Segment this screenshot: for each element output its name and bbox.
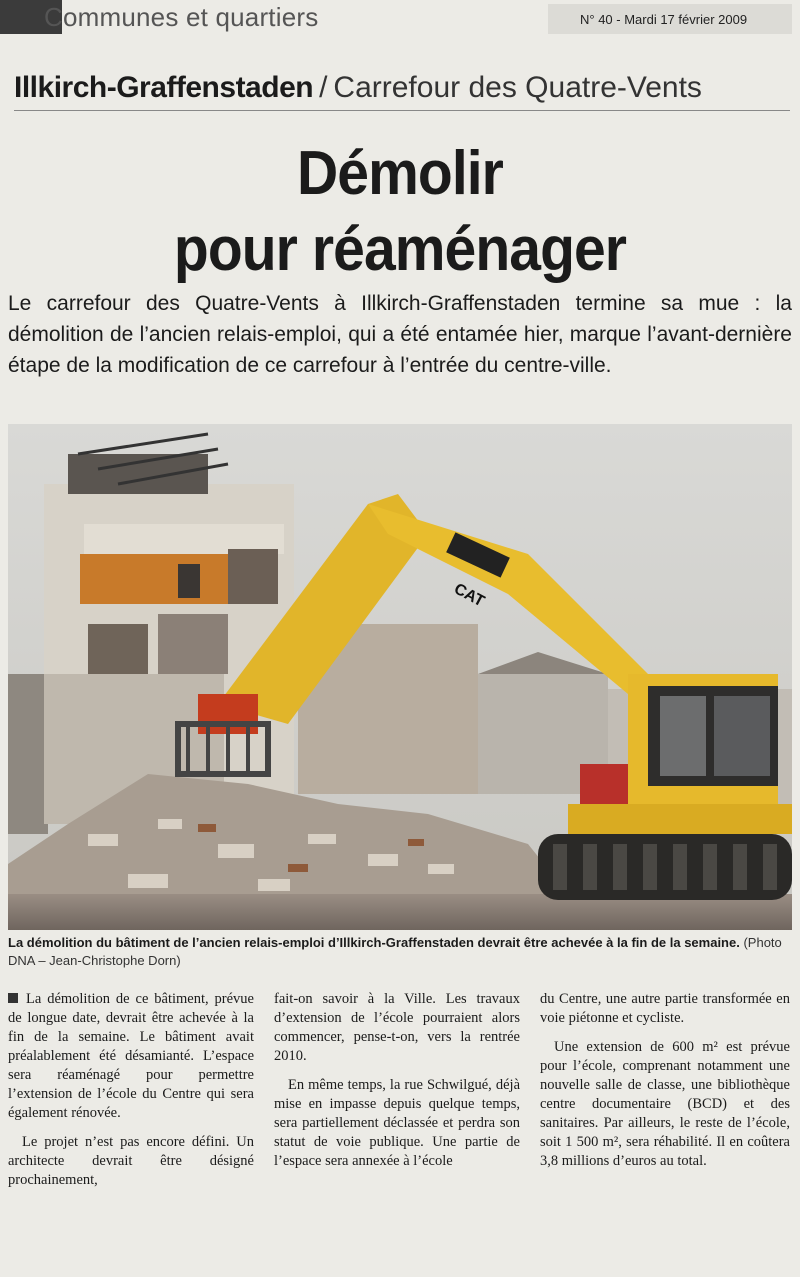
photo-caption (8, 934, 792, 970)
section-title: Communes et quartiers (44, 2, 319, 32)
headline-line-2: pour réaménager (173, 215, 627, 284)
body-column-3 (540, 990, 790, 1181)
body-text: La démolition de ce bâtiment, prévue de longue date, devrait être achevée à la fin de la semaine. Le bâtiment avait préalablement été désamianté. L’espace sera réaménagé pour permettre l’extension de l’école du Centre qui sera également rénovée. (8, 991, 254, 1121)
body-paragraph: En même temps, la rue Schwilgué, déjà mise en impasse depuis quelque temps, sera partiellement déclassée et perdra son statut de voie publique. Une partie de l’espace sera annexée à l’école (274, 1077, 520, 1169)
article-lead: Le carrefour des Quatre-Vents à Illkirch-Graffenstaden termine sa mue : la démolition de l’ancien relais-emploi, qui a été entamée hier, marque l’avant-dernière étape de la modification de ce carrefour à l’entrée du centre-ville. (8, 292, 792, 377)
page-header (0, 0, 800, 40)
body-paragraph: du Centre, une autre partie transformée en voie piétonne et cycliste. (540, 991, 790, 1026)
article-kicker (14, 66, 790, 111)
demolition-photo (8, 424, 792, 930)
paragraph-bullet-icon (8, 993, 18, 1003)
photo-credit: (Photo DNA – Jean-Christophe Dorn) (8, 935, 782, 968)
body-paragraph: Une extension de 600 m² est prévue pour l’école, comprenant notamment une nouvelle salle de classe, une bibliothèque centre documentaire (BCD) et des sanitaires. Par ailleurs, le reste de l’école, soit 1 500 m², sera réhabilité. Il en coûtera 3,8 millions d’euros au total. (540, 1039, 790, 1169)
body-paragraph: fait-on savoir à la Ville. Les travaux d’extension de l’école pourraient alors commencer, pense-t-on, vers la rentrée 2010. (274, 991, 520, 1064)
body-paragraph: Le projet n’est pas encore défini. Un architecte devrait être désigné prochainement, (8, 1134, 254, 1188)
body-column-1 (8, 990, 254, 1200)
excavator-brand-label: CAT (451, 580, 488, 611)
kicker-place: Illkirch-Graffenstaden (14, 71, 314, 104)
kicker-subject: Carrefour des Quatre-Vents (333, 71, 702, 104)
issue-date: N° 40 - Mardi 17 février 2009 (580, 12, 748, 27)
kicker-separator: / (319, 71, 328, 104)
body-paragraph (8, 990, 254, 1123)
headline-line-1: Démolir (297, 139, 503, 208)
caption-text: La démolition du bâtiment de l’ancien relais-emploi d’Illkirch-Graffenstaden devrait être achevée à la fin de la semaine. (8, 935, 740, 950)
body-column-2 (274, 990, 520, 1181)
